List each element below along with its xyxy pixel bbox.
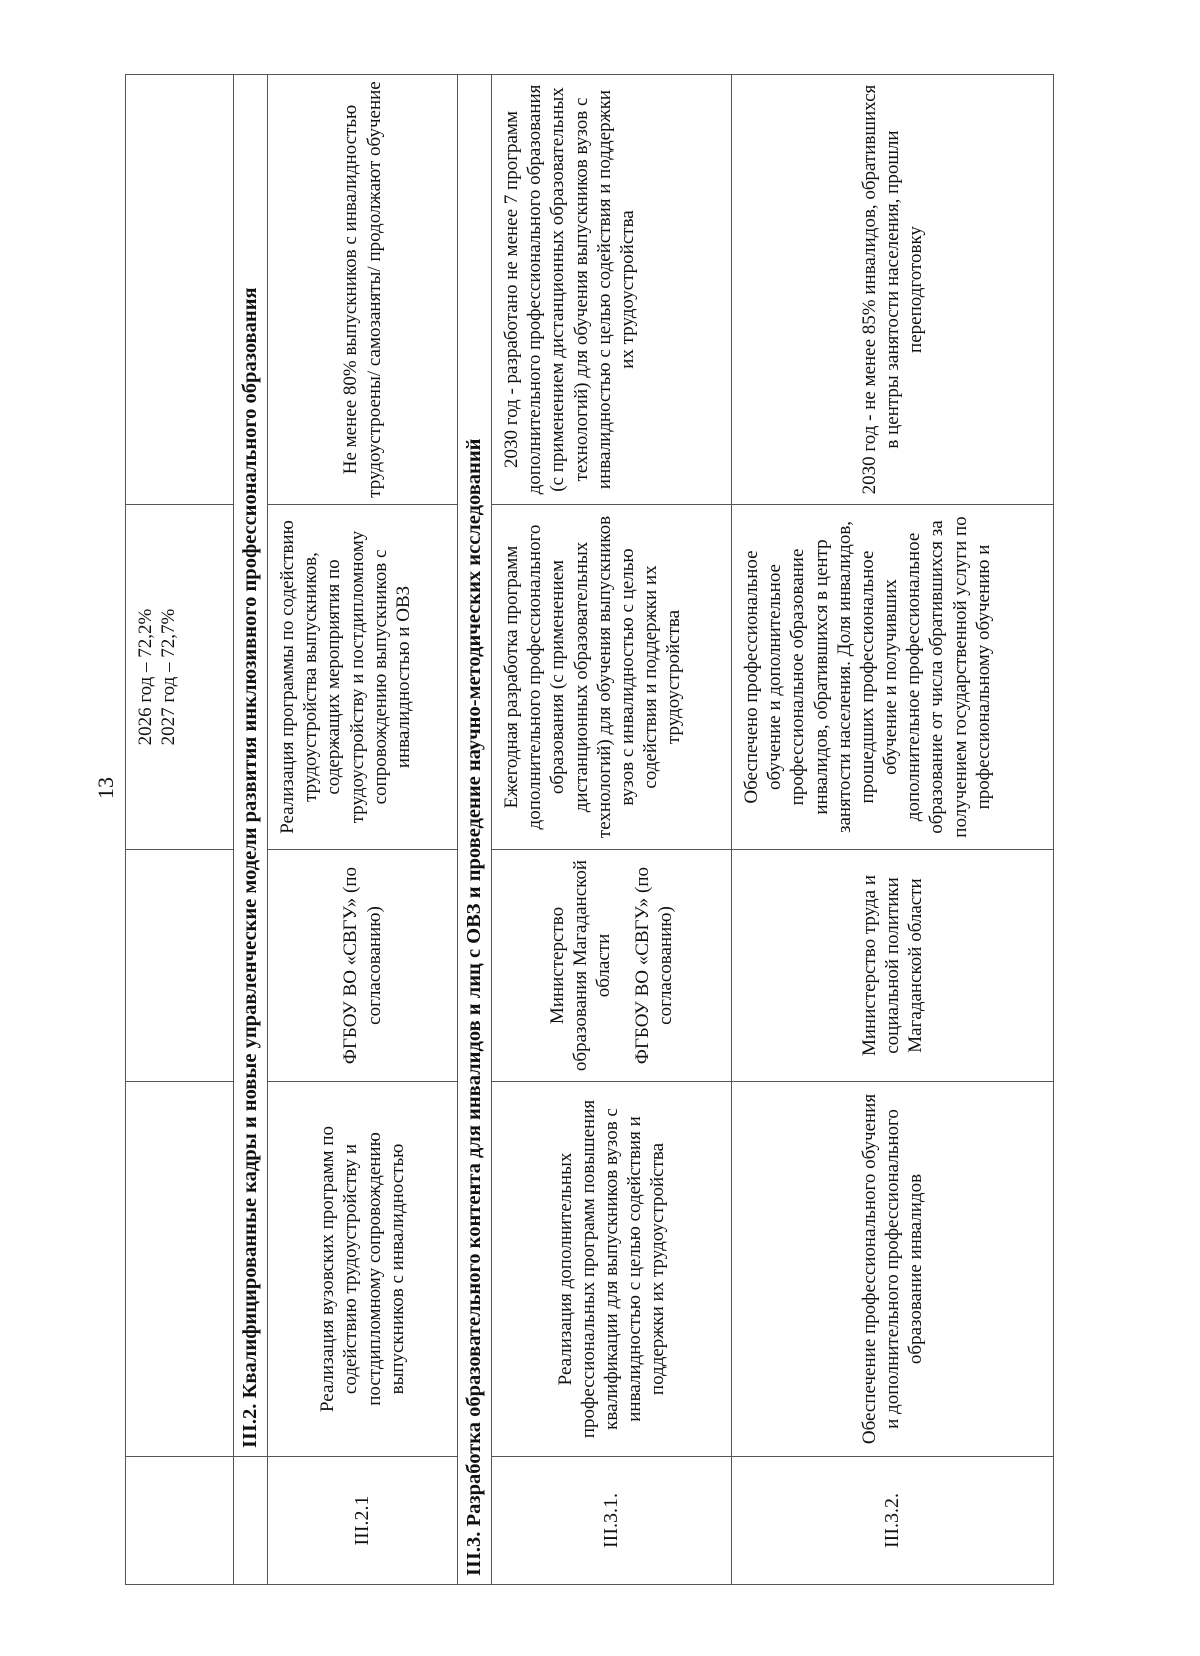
cell-top-executor [126,850,234,1082]
executor-cell: Министерство труда и социальной политики Магаданской области [732,850,1054,1082]
executor-ministry-education: Министерство образования Магаданской области [546,859,614,1072]
section-title-3-3: III.3. Разработка образовательного контента для инвалидов и лиц с ОВЗ и проведение научно-методических исследований [458,75,492,1585]
page-number: 13 [93,777,118,799]
cell-top-result [126,505,234,850]
cell-top-num [126,1457,234,1585]
section-header-row [458,75,492,1585]
row-number: III.2.1 [268,1457,458,1585]
indicator-line-2027: 2027 год – 72,7% [158,608,180,746]
row-number: III.3.1. [492,1457,732,1585]
result-cell: Реализация программы по содействию трудоустройства выпускников, содержащих мероприятия по трудоустройству и постдипломному сопровождению выпускников с инвалидностью и ОВЗ [268,505,458,850]
indicator-cell: 2030 год - не менее 85% инвалидов, обратившихся в центры занятости населения, прошли переподготовку [732,75,1054,505]
indicator-cell: Не менее 80% выпускников с инвалидностью трудоустроены/ самозаняты/ продолжают обучение [268,75,458,505]
result-cell: Ежегодная разработка программ дополнительного профессионального образования (с применением дистанционных образовательных технологий) для обучения выпускников вузов с инвалидностью с целью содействия и поддержки их трудоустройства [492,505,732,850]
cell-top-activity [126,1082,234,1457]
section-spacer-cell [234,1457,268,1585]
activity-cell: Реализация вузовских программ по содействию трудоустройству и постдипломному сопровождению выпускников с инвалидностью [268,1082,458,1457]
table-row [492,75,732,1585]
section-header-row [234,75,268,1585]
measures-table-wrapper [125,75,1053,1585]
executor-cell [492,850,732,1082]
table-row [732,75,1054,1585]
table-row [268,75,458,1585]
indicator-line-2026: 2026 год – 72,2% [135,608,156,746]
section-title-3-2: III.2. Квалифицированные кадры и новые управленческие модели развития инклюзивного профессионального образования [234,75,268,1457]
result-cell: Обеспечено профессиональное обучение и дополнительное профессиональное образование инвалидов, обратившихся в центр занятости населения. Доля инвалидов, прошедших профессиональное обучение и получивших дополнительное профессиональное образование от числа обратившихся за получением государственной услуги по профессиональному обучению и [732,505,1054,850]
indicator-cell: 2030 год - разработано не менее 7 программ дополнительного профессионального образования (с применением дистанционных образовательных технологий) для обучения выпускников вузов с инвалидностью с целью содействия и поддержки их трудоустройства [492,75,732,505]
activity-cell: Реализация дополнительных профессиональных программ повышения квалификации для выпускников вузов с инвалидностью с целью содействия и поддержки их трудоустройства [492,1082,732,1457]
executor-university: ФГБОУ ВО «СВГУ» (по согласованию) [632,866,677,1065]
cell-top-indicator [126,75,234,505]
measures-table [125,74,1054,1585]
row-number: III.3.2. [732,1457,1054,1585]
table-row-top [126,75,234,1585]
activity-cell: Обеспечение профессионального обучения и дополнительного профессионального образование инвалидов [732,1082,1054,1457]
executor-cell: ФГБОУ ВО «СВГУ» (по согласованию) [268,850,458,1082]
